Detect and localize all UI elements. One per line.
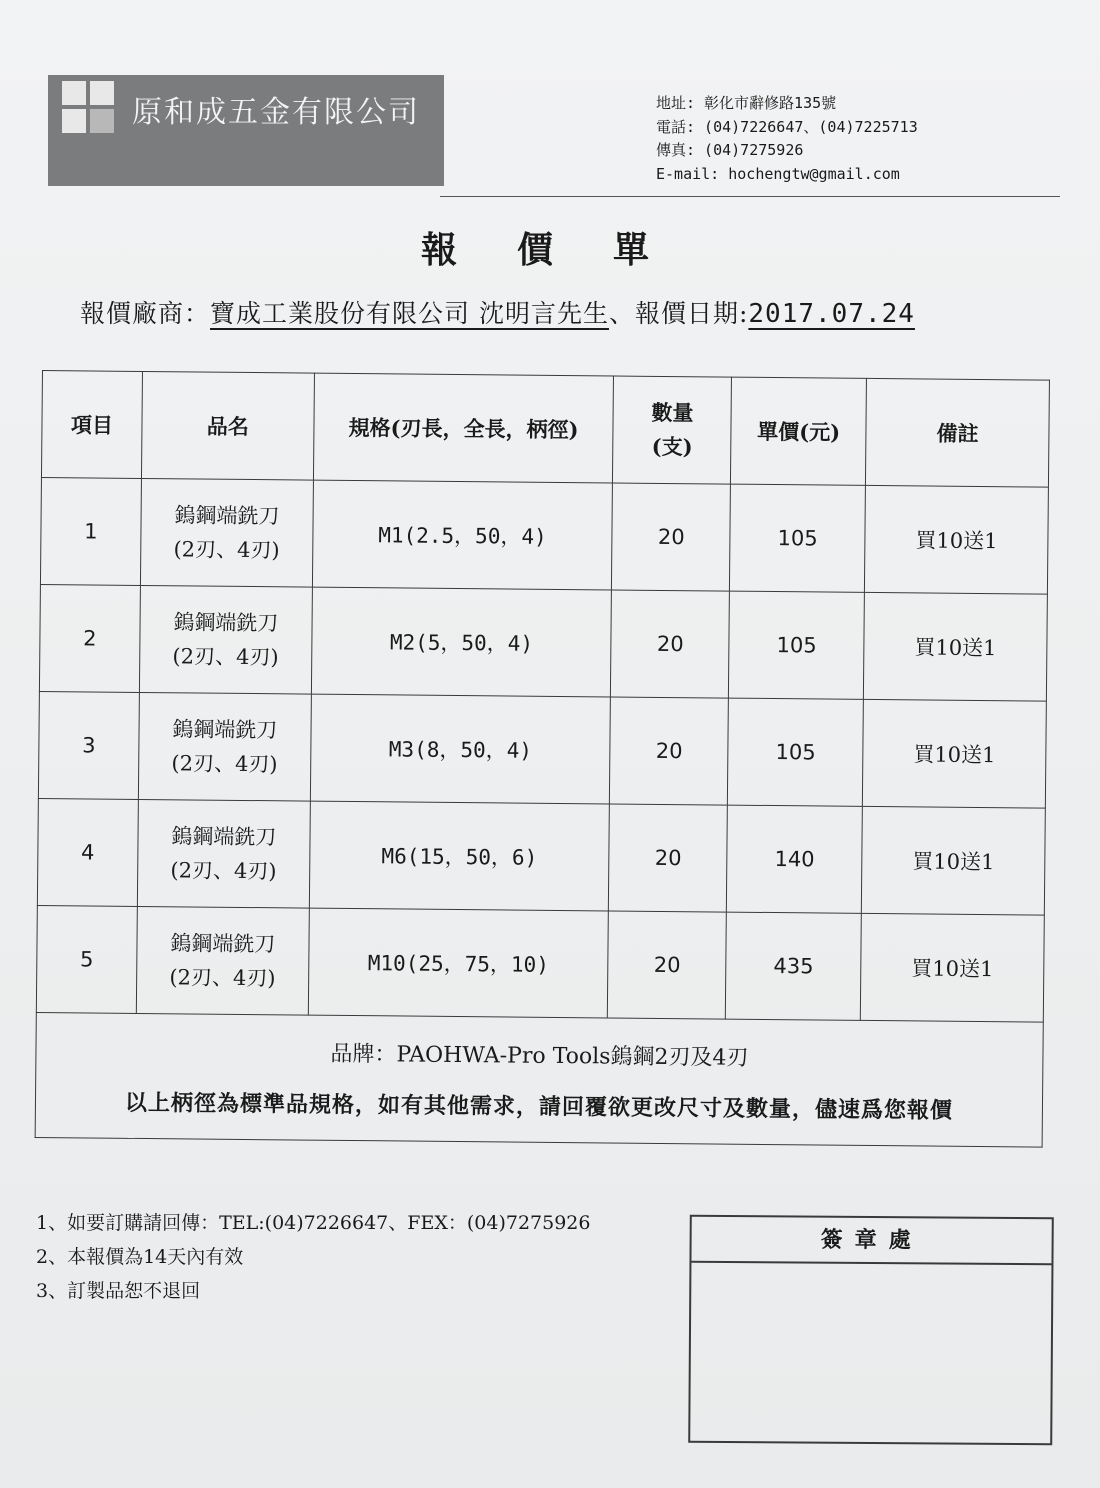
row-quantity: 20 <box>610 697 729 805</box>
table-row <box>37 798 1045 915</box>
row-unit-price: 105 <box>728 698 864 806</box>
row-product-name: 鎢鋼端銑刀 (2刃、4刃) <box>136 906 309 1015</box>
note-item: 3、訂製品恕不退回 <box>36 1280 201 1302</box>
company-fax: 傳真: (04)7275926 <box>656 141 804 159</box>
row-unit-price: 105 <box>729 591 865 699</box>
header-name: 品名 <box>141 371 314 480</box>
table-footer-row <box>35 1012 1043 1147</box>
table-row <box>38 691 1046 808</box>
header-remarks: 備註 <box>866 378 1050 487</box>
row-remark: 買10送1 <box>861 806 1045 915</box>
row-spec: M10(25，75，10) <box>308 908 609 1018</box>
company-address: 地址: 彰化市辭修路135號 <box>656 94 837 112</box>
row-item: 5 <box>36 905 137 1013</box>
table-header-row <box>41 371 1049 488</box>
document-title: 報價單 <box>420 229 709 271</box>
row-remark: 買10送1 <box>864 592 1048 701</box>
table-row <box>39 584 1047 701</box>
row-remark: 買10送1 <box>865 485 1049 594</box>
signature-box <box>688 1215 1054 1446</box>
row-quantity: 20 <box>611 590 730 698</box>
brand-line: 品牌：PAOHWA-Pro Tools鎢鋼2刃及4刃 <box>330 1041 749 1071</box>
note-item: 2、本報價為14天內有效 <box>36 1246 244 1268</box>
row-product-name: 鎢鋼端銑刀 (2刃、4刃) <box>137 799 310 908</box>
row-quantity: 20 <box>612 483 731 591</box>
table-row <box>40 477 1048 594</box>
row-spec: M3(8，50，4) <box>310 694 611 804</box>
row-item: 4 <box>37 798 138 906</box>
row-spec: M6(15，50，6) <box>309 801 610 911</box>
row-remark: 買10送1 <box>863 699 1047 808</box>
quotation-table <box>35 370 1050 1148</box>
vendor-label: 報價廠商： <box>80 299 211 328</box>
row-product-name: 鎢鋼端銑刀 (2刃、4刃) <box>139 585 312 694</box>
table-footer <box>35 1012 1043 1147</box>
terms-notes <box>36 1206 590 1308</box>
header-quantity: 數量 (支) <box>613 376 732 484</box>
row-item: 3 <box>38 691 139 799</box>
header-divider <box>440 196 1060 197</box>
company-contact <box>656 92 918 186</box>
row-item: 1 <box>40 477 141 585</box>
company-name: 原和成五金有限公司 <box>132 95 420 130</box>
company-phone: 電話: (04)7226647、(04)7225713 <box>656 117 918 136</box>
vendor-name: 寶成工業股份有限公司 沈明言先生 <box>210 299 609 328</box>
row-quantity: 20 <box>608 911 727 1019</box>
header-item: 項目 <box>41 371 142 479</box>
row-spec: M1(2.5，50，4) <box>312 480 613 590</box>
spec-footnote: 以上柄徑為標準品規格，如有其他需求，請回覆欲更改尺寸及數量，儘速爲您報價 <box>124 1089 954 1124</box>
company-logo-banner <box>48 75 444 186</box>
table-row <box>36 905 1044 1022</box>
row-product-name: 鎢鋼端銑刀 (2刃、4刃) <box>138 692 311 801</box>
row-unit-price: 105 <box>730 484 866 592</box>
row-remark: 買10送1 <box>860 913 1044 1022</box>
row-unit-price: 140 <box>727 805 863 913</box>
company-logo-icon <box>62 81 114 133</box>
row-unit-price: 435 <box>726 912 862 1020</box>
date-label: 、報價日期: <box>608 299 749 328</box>
row-quantity: 20 <box>609 804 728 912</box>
header-spec: 規格(刃長，全長，柄徑) <box>313 373 614 483</box>
row-product-name: 鎢鋼端銑刀 (2刃、4刃) <box>140 478 313 587</box>
signature-label: 簽章處 <box>691 1217 1051 1266</box>
vendor-line <box>80 294 915 330</box>
row-item: 2 <box>39 584 140 692</box>
quote-date: 2017.07.24 <box>748 299 915 329</box>
header-unit-price: 單價(元) <box>731 377 867 485</box>
row-spec: M2(5，50，4) <box>311 587 612 697</box>
company-email: E-mail: hochengtw@gmail.com <box>656 164 900 183</box>
note-item: 1、如要訂購請回傳：TEL:(04)7226647、FEX：(04)7275926 <box>36 1212 591 1234</box>
